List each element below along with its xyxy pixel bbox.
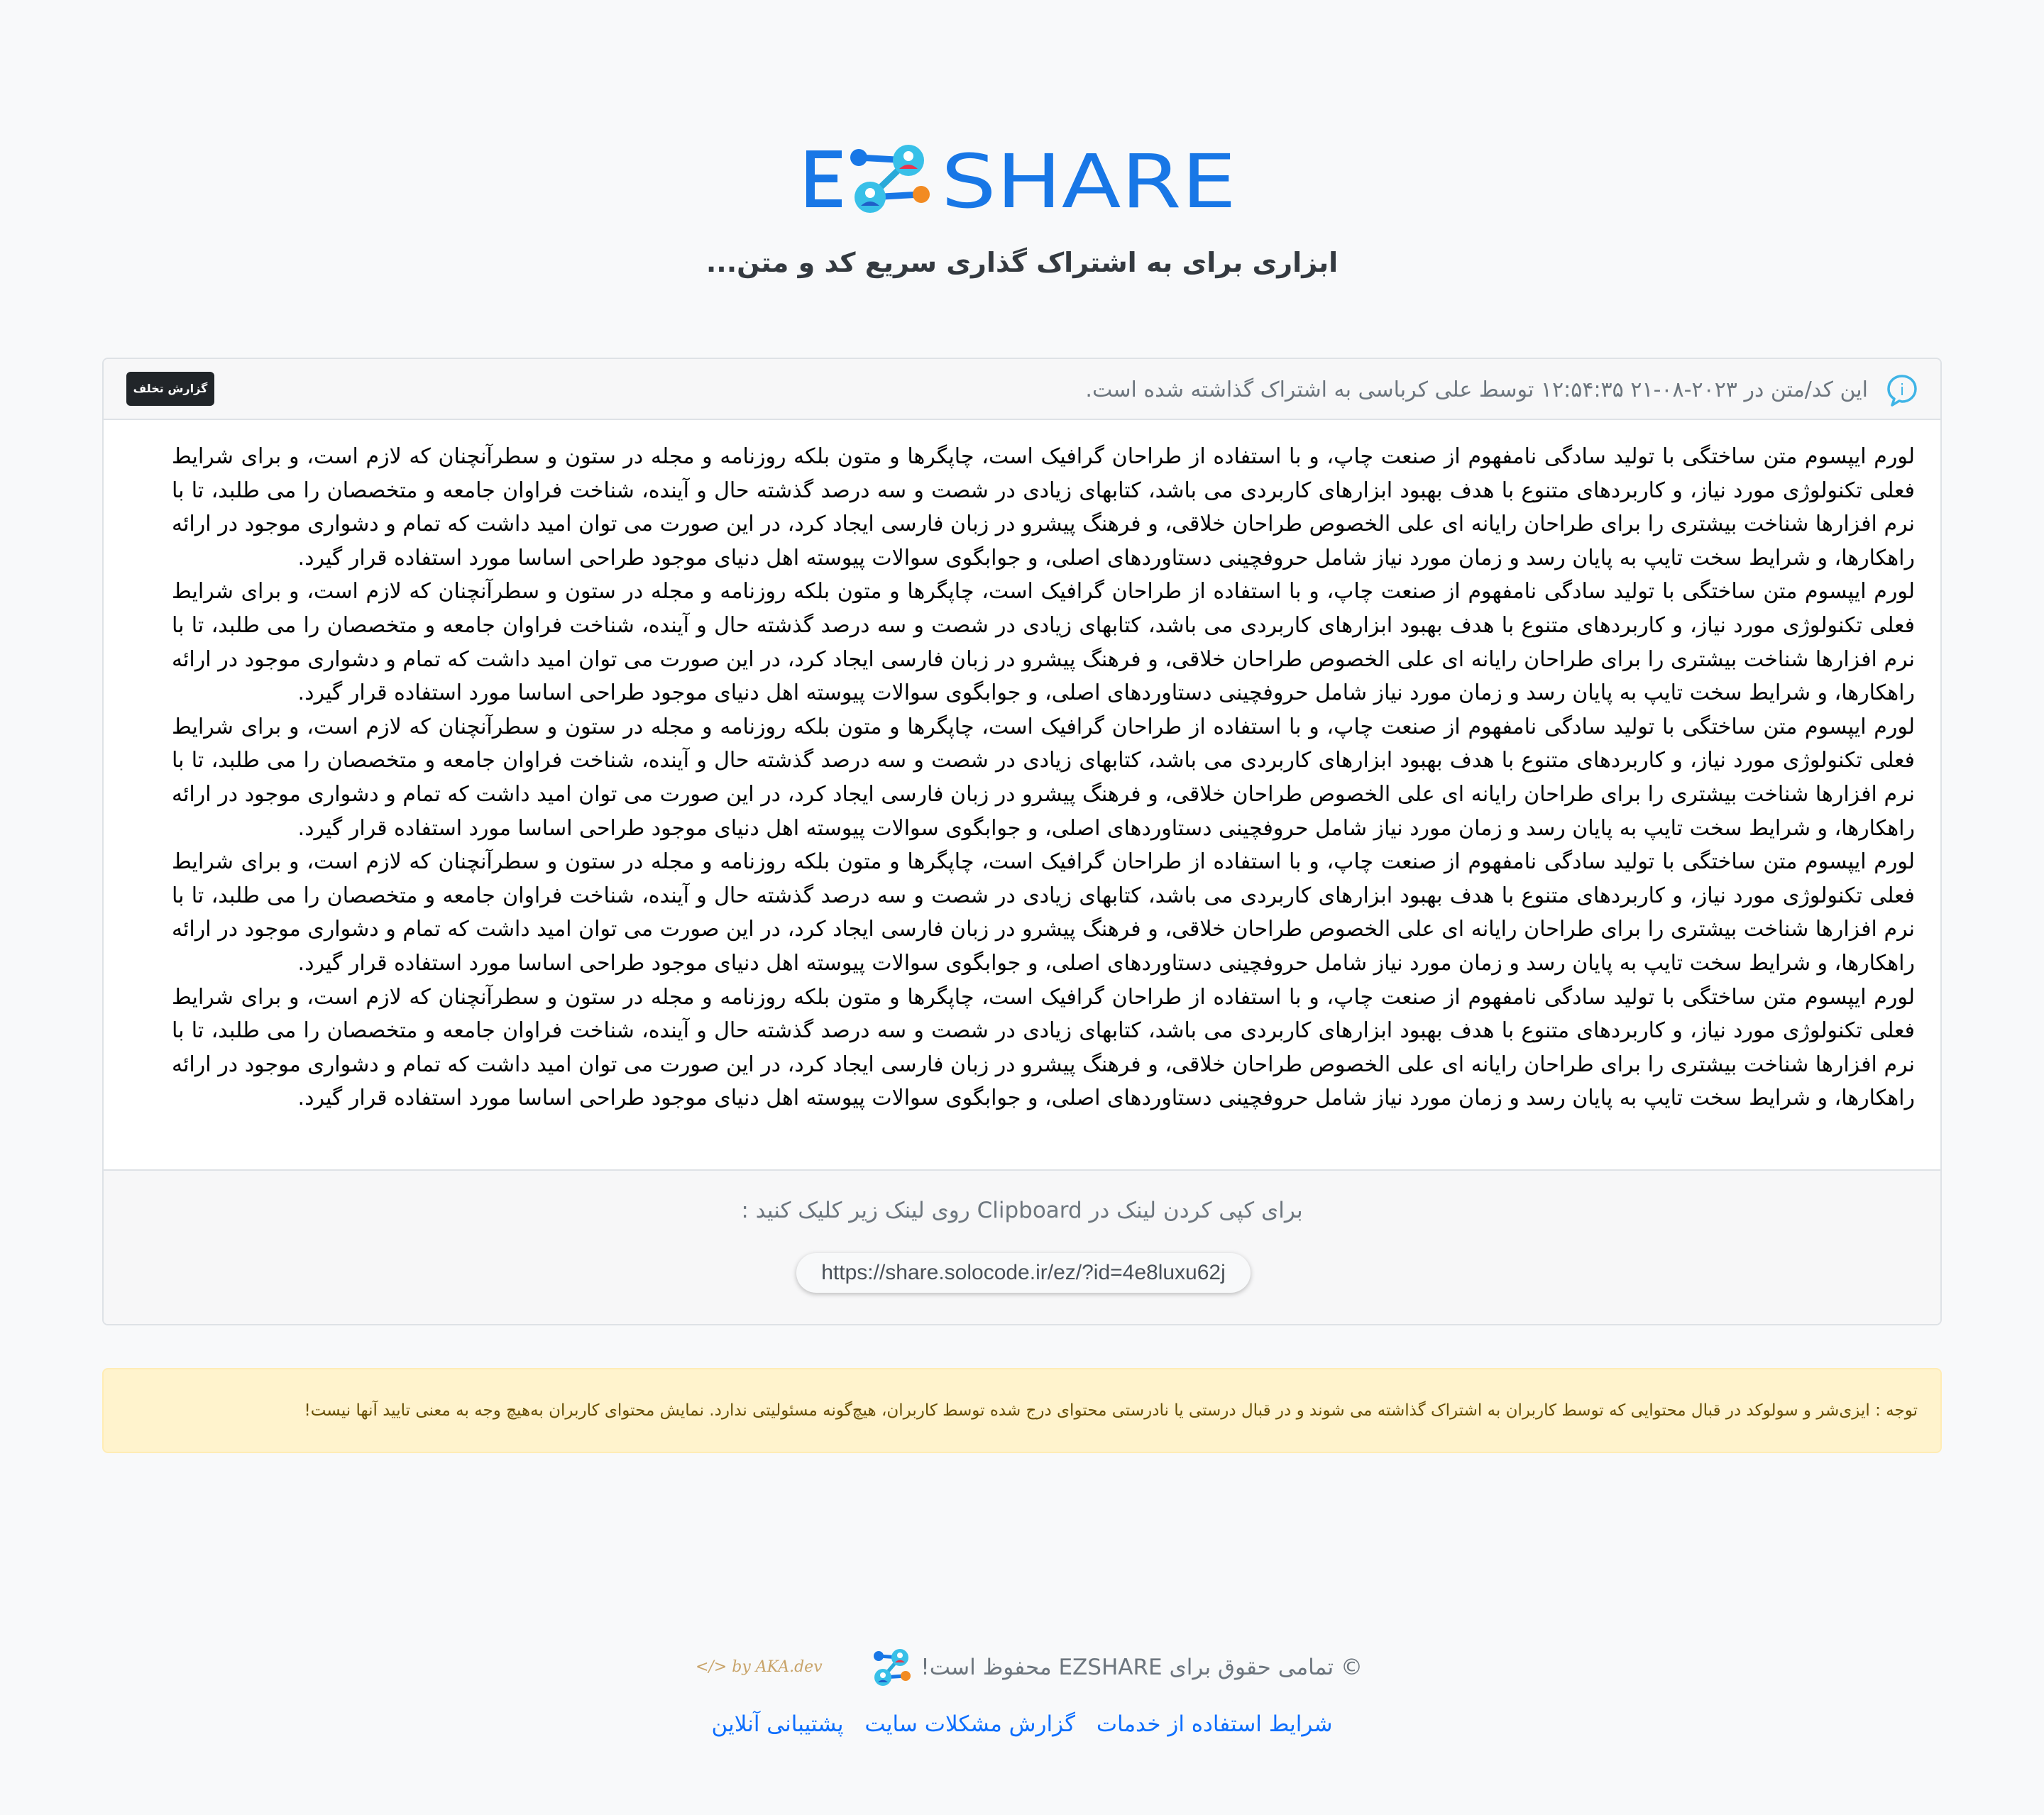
- info-icon: [1885, 373, 1919, 407]
- footer-links: [0, 1711, 2044, 1737]
- disclaimer-alert: [102, 1368, 1942, 1453]
- copyright-text: © تمامی حقوق برای EZSHARE محفوظ است!: [921, 1655, 1363, 1680]
- disclaimer-text: توجه : ایزی‌شر و سولوکد در قبال محتوایی که توسط کاربران به اشتراک گذاشته می شوند و در قبال درستی یا نادرستی محتوای درج شده توسط کاربران، هیچ‌گونه مسئولیتی ندارد. نمایش محتوای کاربران به‌هیچ وجه به معنی تایید آنها نیست!: [304, 1401, 1918, 1420]
- content-paragraph: لورم ایپسوم متن ساختگی با تولید سادگی نامفهوم از صنعت چاپ، و با استفاده از طراحان گرافیک است، چاپگرها و متون بلکه روزنامه و مجله در ستون و سطرآنچنان که لازم است، و برای شرایط فعلی تکنولوژی مورد نیاز، و کاربردهای متنوع با هدف بهبود ابزارهای کاربردی می باشد، کتابهای زیادی در شصت و سه درصد گذشته حال و آینده، شناخت فراوان جامعه و متخصصان را می طلبد، تا با نرم افزارها شناخت بیشتری را برای طراحان رایانه ای علی الخصوص طراحان خلاقی، و فرهنگ پیشرو در زبان فارسی ایجاد کرد، در این صورت می توان امید داشت که تمام و دشواری موجود در ارائه راهکارها، و شرایط سخت تایپ به پایان رسد و زمان مورد نیاز شامل حروفچینی دستاوردهای اصلی، و جوابگوی سوالات پیوسته اهل دنیای موجود طراحی اساسا مورد استفاده قرار گیرد.: [172, 849, 1915, 976]
- report-site-issues-link[interactable]: گزارش مشکلات سایت: [864, 1711, 1075, 1737]
- developer-signature[interactable]: </> by AKA.dev: [696, 1658, 823, 1676]
- share-info-text: این کد/متن در ۲۰۲۳-۰۸-۲۱ ۱۲:۵۴:۳۵ توسط علی کرباسی به اشتراک گذاشته شده است.: [1085, 377, 1868, 402]
- shared-content: [172, 440, 1915, 1115]
- tagline: ابزاری برای به اشتراک گذاری سریع کد و متن...: [705, 247, 1339, 278]
- terms-of-service-link[interactable]: شرایط استفاده از خدمات: [1096, 1711, 1333, 1737]
- footer-logo-icon: [869, 1645, 914, 1690]
- content-paragraph: لورم ایپسوم متن ساختگی با تولید سادگی نامفهوم از صنعت چاپ، و با استفاده از طراحان گرافیک است، چاپگرها و متون بلکه روزنامه و مجله در ستون و سطرآنچنان که لازم است، و برای شرایط فعلی تکنولوژی مورد نیاز، و کاربردهای متنوع با هدف بهبود ابزارهای کاربردی می باشد، کتابهای زیادی در شصت و سه درصد گذشته حال و آینده، شناخت فراوان جامعه و متخصصان را می طلبد، تا با نرم افزارها شناخت بیشتری را برای طراحان رایانه ای علی الخصوص طراحان خلاقی، و فرهنگ پیشرو در زبان فارسی ایجاد کرد، در این صورت می توان امید داشت که تمام و دشواری موجود در ارائه راهکارها، و شرایط سخت تایپ به پایان رسد و زمان مورد نیاز شامل حروفچینی دستاوردهای اصلی، و جوابگوی سوالات پیوسته اهل دنیای موجود طراحی اساسا مورد استفاده قرار گیرد.: [172, 579, 1915, 706]
- share-card-header: [104, 359, 1940, 420]
- share-card: [102, 358, 1942, 1325]
- content-paragraph: لورم ایپسوم متن ساختگی با تولید سادگی نامفهوم از صنعت چاپ، و با استفاده از طراحان گرافیک است، چاپگرها و متون بلکه روزنامه و مجله در ستون و سطرآنچنان که لازم است، و برای شرایط فعلی تکنولوژی مورد نیاز، و کاربردهای متنوع با هدف بهبود ابزارهای کاربردی می باشد، کتابهای زیادی در شصت و سه درصد گذشته حال و آینده، شناخت فراوان جامعه و متخصصان را می طلبد، تا با نرم افزارها شناخت بیشتری را برای طراحان رایانه ای علی الخصوص طراحان خلاقی، و فرهنگ پیشرو در زبان فارسی ایجاد کرد، در این صورت می توان امید داشت که تمام و دشواری موجود در ارائه راهکارها، و شرایط سخت تایپ به پایان رسد و زمان مورد نیاز شامل حروفچینی دستاوردهای اصلی، و جوابگوی سوالات پیوسته اهل دنیای موجود طراحی اساسا مورد استفاده قرار گیرد.: [172, 444, 1915, 570]
- report-violation-button[interactable]: گزارش تخلف: [126, 372, 214, 406]
- copy-link-hint: برای کپی کردن لینک در Clipboard روی لینک زیر کلیک کنید :: [741, 1198, 1303, 1223]
- content-paragraph: لورم ایپسوم متن ساختگی با تولید سادگی نامفهوم از صنعت چاپ، و با استفاده از طراحان گرافیک است، چاپگرها و متون بلکه روزنامه و مجله در ستون و سطرآنچنان که لازم است، و برای شرایط فعلی تکنولوژی مورد نیاز، و کاربردهای متنوع با هدف بهبود ابزارهای کاربردی می باشد، کتابهای زیادی در شصت و سه درصد گذشته حال و آینده، شناخت فراوان جامعه و متخصصان را می طلبد، تا با نرم افزارها شناخت بیشتری را برای طراحان رایانه ای علی الخصوص طراحان خلاقی، و فرهنگ پیشرو در زبان فارسی ایجاد کرد، در این صورت می توان امید داشت که تمام و دشواری موجود در ارائه راهکارها، و شرایط سخت تایپ به پایان رسد و زمان مورد نیاز شامل حروفچینی دستاوردهای اصلی، و جوابگوی سوالات پیوسته اهل دنیای موجود طراحی اساسا مورد استفاده قرار گیرد.: [172, 984, 1915, 1111]
- share-card-footer: [104, 1169, 1940, 1325]
- svg-text:i: i: [1899, 382, 1905, 399]
- online-support-link[interactable]: پشتیبانی آنلاین: [711, 1711, 844, 1737]
- share-link-pill[interactable]: https://share.solocode.ir/ez/?id=4e8luxu62j: [796, 1253, 1251, 1293]
- ezshare-logo-icon: [802, 135, 1242, 220]
- content-paragraph: لورم ایپسوم متن ساختگی با تولید سادگی نامفهوم از صنعت چاپ، و با استفاده از طراحان گرافیک است، چاپگرها و متون بلکه روزنامه و مجله در ستون و سطرآنچنان که لازم است، و برای شرایط فعلی تکنولوژی مورد نیاز، و کاربردهای متنوع با هدف بهبود ابزارهای کاربردی می باشد، کتابهای زیادی در شصت و سه درصد گذشته حال و آینده، شناخت فراوان جامعه و متخصصان را می طلبد، تا با نرم افزارها شناخت بیشتری را برای طراحان رایانه ای علی الخصوص طراحان خلاقی، و فرهنگ پیشرو در زبان فارسی ایجاد کرد، در این صورت می توان امید داشت که تمام و دشواری موجود در ارائه راهکارها، و شرایط سخت تایپ به پایان رسد و زمان مورد نیاز شامل حروفچینی دستاوردهای اصلی، و جوابگوی سوالات پیوسته اهل دنیای موجود طراحی اساسا مورد استفاده قرار گیرد.: [172, 714, 1915, 841]
- ezshare-logo[interactable]: [802, 135, 1242, 220]
- svg-text:SHARE: SHARE: [941, 138, 1236, 220]
